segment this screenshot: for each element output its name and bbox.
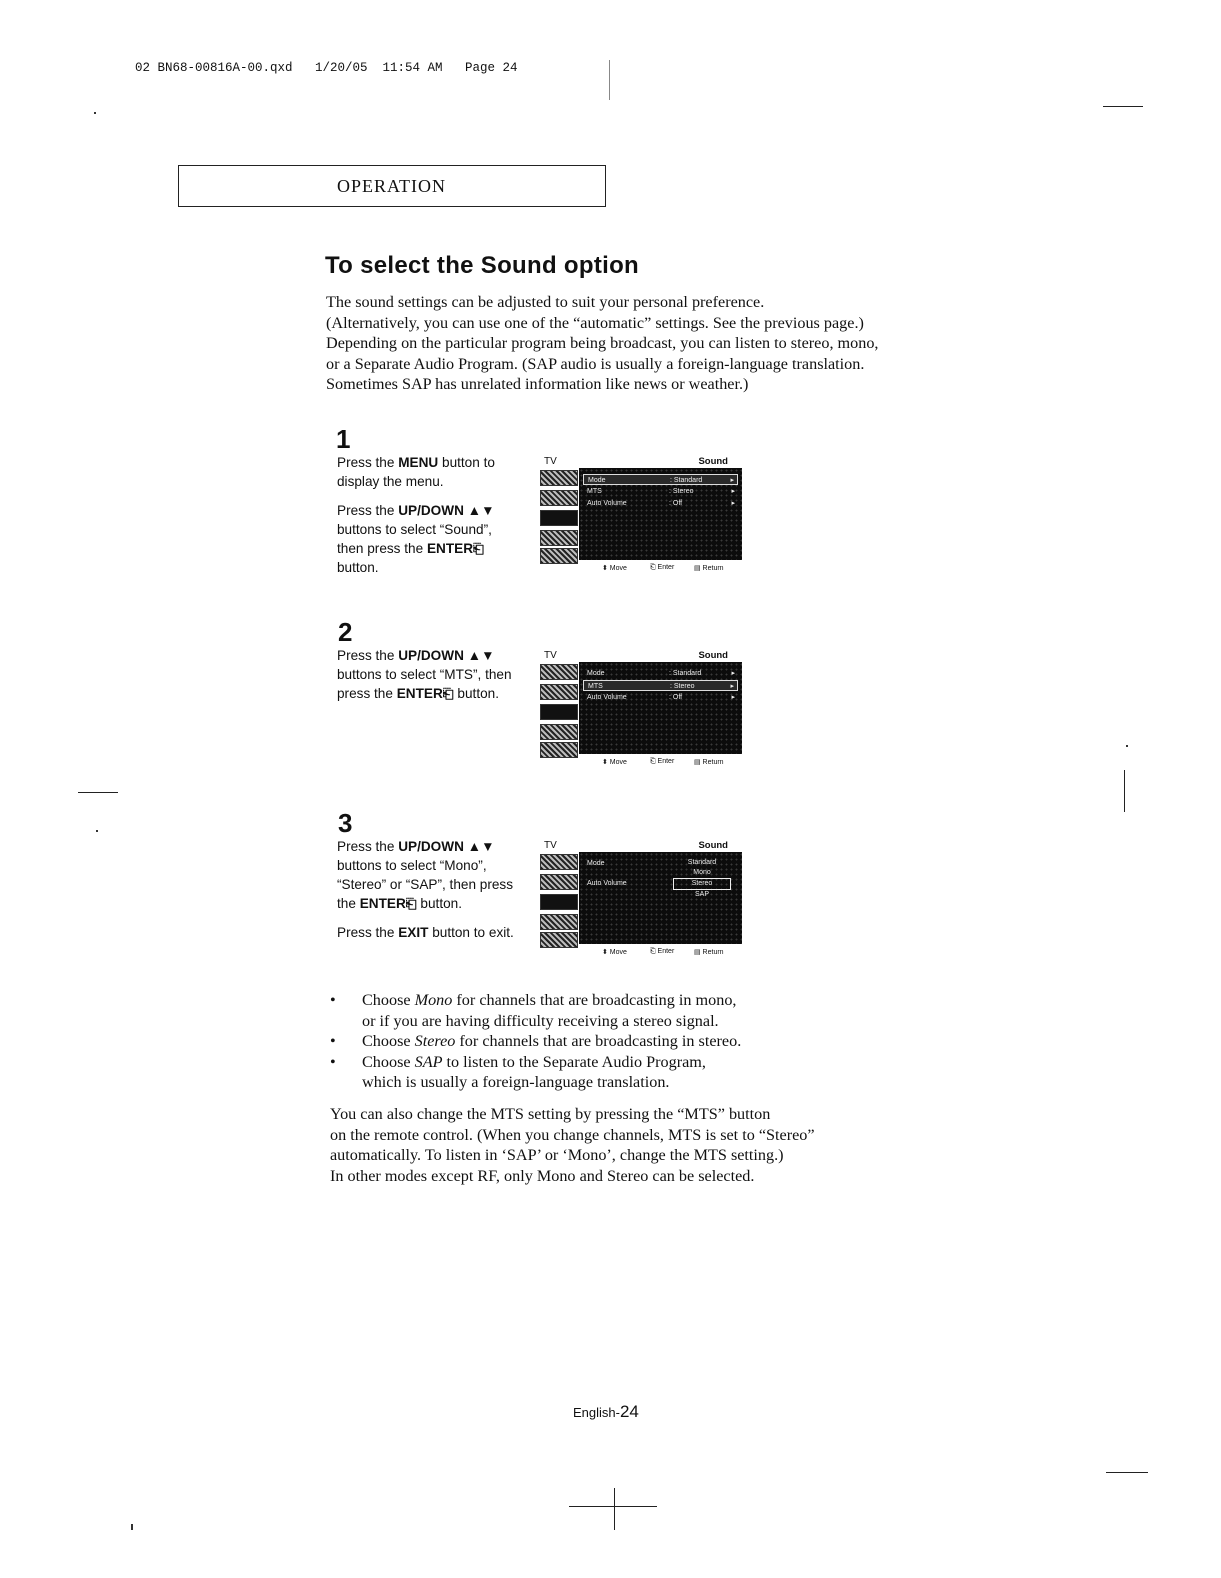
speck	[94, 112, 96, 114]
text: Press the	[337, 648, 399, 663]
osd-screen	[579, 662, 742, 754]
text: Press the	[337, 455, 399, 470]
option: SAP	[694, 891, 709, 898]
file-info: 02 BN68-00816A-00.qxd 1/20/05 11:54 AM Page 24	[135, 61, 518, 75]
step-instructions	[337, 837, 529, 952]
text: Press the	[337, 503, 399, 518]
list-item: • Choose Stereo for channels that are broadcasting in stereo.	[330, 1032, 742, 1051]
text: for channels that are broadcasting in mono,	[452, 991, 737, 1009]
text: button to exit.	[428, 925, 514, 940]
channel-icon	[540, 914, 578, 930]
osd-value: : Stereo	[670, 683, 695, 690]
step-instructions	[337, 453, 522, 587]
outro-line: on the remote control. (When you change channels, MTS is set to “Stereo”	[330, 1125, 815, 1144]
outro-line: You can also change the MTS setting by pressing the “MTS” button	[330, 1105, 771, 1123]
osd-key: Auto Volume	[587, 880, 627, 887]
step-number: 1	[336, 424, 351, 454]
crop-mark	[609, 60, 610, 100]
intro-line: The sound settings can be adjusted to suit your personal preference.	[326, 293, 765, 311]
osd-tv-label: TV	[544, 840, 557, 851]
registration-mark	[614, 1488, 615, 1530]
osd-key: MTS	[588, 683, 603, 690]
list-item: • Choose SAP to listen to the Separate Audio Program, which is usually a foreign-language translation.	[330, 1052, 706, 1092]
speck	[131, 1524, 133, 1530]
button-name: UP/DOWN ▲▼	[398, 648, 495, 663]
osd-value: : Stereo	[669, 488, 694, 495]
tv-osd-screenshot	[540, 456, 742, 576]
move-hint: ⬍ Move	[602, 949, 627, 956]
footer-language: English-	[573, 1405, 620, 1420]
intro-line: (Alternatively, you can use one of the “automatic” settings. See the previous page.)	[326, 313, 864, 332]
osd-value: : Off	[669, 694, 683, 701]
registration-mark	[1124, 770, 1125, 812]
speaker-icon	[540, 894, 578, 910]
registration-mark	[569, 1506, 657, 1507]
speaker-icon	[540, 510, 578, 526]
page-footer	[573, 1402, 639, 1422]
osd-screen-label: Sound	[698, 650, 728, 661]
enter-hint: ⎗ Enter	[650, 758, 675, 765]
button-name: UP/DOWN ▲▼	[398, 503, 495, 518]
tv-osd-screenshot	[540, 650, 742, 770]
list-item: • Choose Mono for channels that are broadcasting in mono, or if you are having difficulty receiving a stereo signal.	[330, 991, 737, 1030]
tv-icon	[540, 684, 578, 700]
return-hint: ▤ Return	[694, 565, 724, 572]
osd-key: Auto Volume	[587, 500, 627, 507]
options-list	[330, 990, 741, 1093]
speck	[96, 830, 98, 832]
move-hint: ⬍ Move	[602, 759, 627, 766]
osd-key: Auto Volume	[587, 694, 627, 701]
button-name: EXIT	[398, 925, 429, 940]
option: Standard	[687, 859, 717, 866]
option-selected: Stereo	[673, 878, 731, 890]
osd-menu-icons	[540, 468, 580, 564]
osd-row: Mode : Standard ▸	[583, 474, 738, 485]
picture-icon	[540, 664, 578, 680]
osd-row: MTS : Stereo ▸	[587, 488, 735, 495]
button-name: UP/DOWN ▲▼	[398, 839, 495, 854]
setup-icon	[540, 742, 578, 758]
tv-icon	[540, 490, 578, 506]
text: button to display the menu.	[337, 455, 495, 489]
text: Choose	[362, 1052, 415, 1071]
text: which is usually a foreign-language translation.	[362, 1073, 670, 1092]
intro-line: Sometimes SAP has unrelated information like news or weather.)	[326, 375, 749, 394]
text: button.	[453, 686, 500, 701]
step-instructions	[337, 646, 522, 713]
option-name: Mono	[414, 991, 453, 1009]
text: for channels that are broadcasting in stereo.	[455, 1032, 742, 1051]
page-number: 24	[619, 1402, 639, 1421]
setup-icon	[540, 548, 578, 564]
osd-value: : Off	[669, 500, 683, 507]
text: Choose	[362, 1032, 415, 1051]
osd-value: : Standard	[670, 477, 703, 484]
osd-screen-label: Sound	[698, 840, 728, 851]
closing-paragraph	[330, 1104, 815, 1186]
text: or if you are having difficulty receiving a stereo signal.	[362, 1011, 719, 1030]
osd-value: : Standard	[669, 670, 702, 677]
osd-row: Auto Volume : Off ▸	[587, 500, 735, 507]
osd-menu-icons	[540, 852, 580, 948]
osd-screen	[579, 468, 742, 560]
intro-line: or a Separate Audio Program. (SAP audio is usually a foreign-language translation.	[326, 354, 865, 373]
osd-screen	[579, 852, 742, 944]
osd-tv-label: TV	[544, 650, 557, 661]
text: buttons to select “Sound”, then press the	[337, 522, 492, 556]
picture-icon	[540, 854, 578, 870]
osd-screen-label: Sound	[698, 456, 728, 467]
text: to listen to the Separate Audio Program,	[442, 1052, 706, 1071]
step-number: 2	[338, 617, 353, 647]
text: buttons to select “MTS”, then press the	[337, 667, 512, 701]
osd-row: Auto Volume : Off ▸	[587, 694, 735, 701]
text: button.	[337, 560, 379, 575]
osd-options	[673, 858, 731, 900]
text: Choose	[362, 991, 415, 1009]
option-name: Stereo	[414, 1032, 456, 1051]
option-name: SAP	[414, 1052, 443, 1071]
osd-menu-icons	[540, 662, 580, 758]
picture-icon	[540, 470, 578, 486]
outro-line: automatically. To listen in ‘SAP’ or ‘Mono’, change the MTS setting.)	[330, 1146, 784, 1165]
return-hint: ▤ Return	[694, 759, 724, 766]
button-name: MENU	[398, 455, 439, 470]
text: Press the	[337, 925, 399, 940]
osd-key: Mode	[587, 670, 605, 677]
option: Mono	[693, 869, 711, 876]
return-hint: ▤ Return	[694, 949, 724, 956]
tv-osd-screenshot	[540, 840, 742, 960]
outro-line: In other modes except RF, only Mono and Stereo can be selected.	[330, 1166, 755, 1185]
speaker-icon	[540, 704, 578, 720]
crop-mark	[1103, 106, 1143, 107]
button-name: ENTER⎗	[426, 541, 484, 556]
step-number: 3	[338, 808, 353, 838]
speck	[1126, 745, 1128, 747]
channel-icon	[540, 724, 578, 740]
enter-hint: ⎗ Enter	[650, 564, 675, 571]
text: button.	[416, 896, 462, 911]
channel-icon	[540, 530, 578, 546]
button-name: ENTER⎗	[359, 896, 417, 911]
osd-tv-label: TV	[544, 456, 557, 467]
setup-icon	[540, 932, 578, 948]
text: buttons to select “Mono”, “Stereo” or “SAP”, then press the	[337, 858, 514, 911]
section-label: OPERATION	[337, 176, 447, 196]
registration-mark	[78, 792, 118, 793]
button-name: ENTER⎗	[396, 686, 454, 701]
tv-icon	[540, 874, 578, 890]
section-header	[178, 165, 606, 207]
page-title: To select the Sound option	[325, 252, 640, 279]
intro-paragraph	[326, 292, 986, 395]
osd-key: Mode	[587, 860, 605, 867]
osd-row: Mode : Standard ▸	[587, 670, 735, 677]
osd-key: Mode	[588, 477, 606, 484]
crop-mark	[1106, 1472, 1148, 1473]
enter-hint: ⎗ Enter	[650, 948, 675, 955]
osd-key: MTS	[587, 488, 602, 495]
move-hint: ⬍ Move	[602, 565, 627, 572]
intro-line: Depending on the particular program being broadcast, you can listen to stereo, mono,	[326, 334, 879, 353]
osd-row: MTS : Stereo ▸	[583, 680, 738, 691]
text: Press the	[337, 839, 399, 854]
